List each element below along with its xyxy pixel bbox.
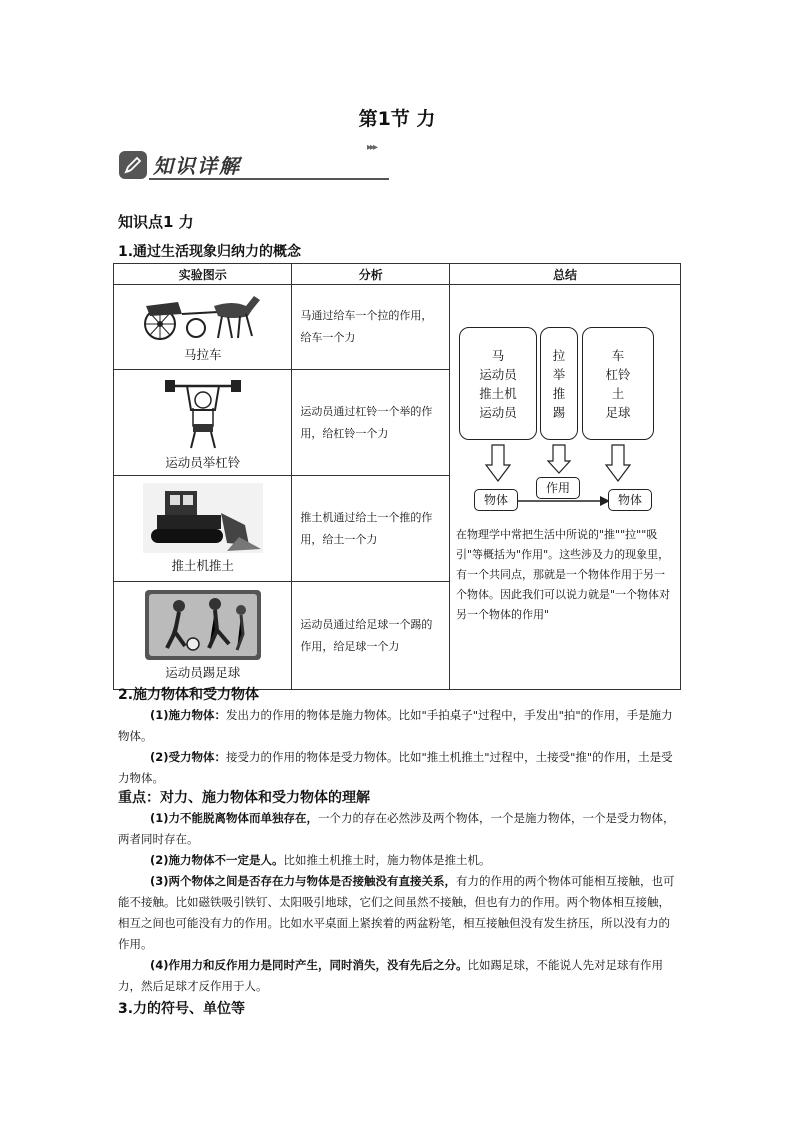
subject-box: [459, 327, 537, 440]
illustration-cell: [114, 582, 292, 690]
analysis-cell: 运动员通过杠铃一个举的作用，给杠铃一个力: [292, 370, 450, 476]
page-title: 第1节 力: [358, 108, 436, 130]
illustration-caption: 推土机推土: [171, 558, 234, 574]
diagram-label: 推: [552, 386, 566, 401]
term-label: (1)力不能脱离物体而单独存在，: [150, 811, 319, 825]
paragraph-text: 一个力的存在必然涉及两个物体，一个是施力物体，一个是受力物体，两者同时存在。: [118, 811, 675, 846]
action-box: [540, 327, 578, 440]
term-label: (1)施力物体：: [150, 708, 227, 722]
paragraph-text: 比如踢足球，不能说人先对足球有作用力，然后足球才反作用于人。: [118, 958, 664, 993]
analysis-cell: 运动员通过给足球一个踢的作用，给足球一个力: [292, 582, 450, 690]
receiver-object-box: 物体: [608, 489, 652, 511]
illustration-cell: [114, 370, 292, 476]
diagram-label: 车: [611, 348, 625, 363]
illustration-caption: 马拉车: [183, 346, 222, 362]
knowledge-point-title: 知识点1 力: [118, 213, 194, 231]
term-label: (2)受力物体：: [150, 750, 227, 764]
illustration-cell: [114, 476, 292, 582]
bulldozer-image: [143, 483, 263, 553]
agent-object-box: 物体: [474, 489, 518, 511]
key-point-title: 重点：对力、施力物体和受力物体的理解: [118, 790, 370, 806]
section1-title: 1.通过生活现象归纳力的概念: [118, 244, 302, 260]
paragraph-text: 有力的作用的两个物体可能相互接触，也可能不接触。比如磁铁吸引铁钉、太阳吸引地球，它们之间虽然不接触，但也有力的作用。两个物体相互接触，相互之间也可能没有力的作用。比如水平桌面上紧挨着的两盆粉笔，相互接触但没有发生挤压，所以没有力的作用。: [118, 874, 675, 951]
pencil-icon: [119, 151, 147, 179]
paragraph: [118, 808, 678, 850]
arrows-icon: ▸▸▸: [367, 142, 377, 153]
diagram-label: 土: [611, 386, 625, 401]
table-header: 分析: [292, 264, 450, 285]
table-header: 实验图示: [114, 264, 292, 285]
term-label: (4)作用力和反作用力是同时产生，同时消失，没有先后之分。: [150, 958, 468, 972]
diagram-label: 运动员: [479, 367, 517, 382]
paragraph: [118, 850, 678, 871]
paragraph-text: 比如推土机推土时，施力物体是推土机。: [283, 853, 491, 867]
analysis-cell: 马通过给车一个拉的作用，给车一个力: [292, 285, 450, 370]
section2-title: 2.施力物体和受力物体: [118, 687, 260, 703]
illustration-caption: 运动员踢足球: [165, 665, 241, 681]
paragraph: [118, 871, 678, 955]
banner-label: 知识详解: [153, 154, 241, 178]
diagram-label: 拉: [552, 348, 566, 363]
football-player-image: [145, 590, 261, 660]
diagram-label: 杠铃: [605, 367, 631, 382]
diagram-label: 马: [491, 348, 505, 363]
paragraph: [118, 705, 678, 747]
illustration-caption: 运动员举杠铃: [165, 455, 241, 471]
diagram-label: 运动员: [479, 405, 517, 420]
summary-cell: [450, 285, 681, 690]
diagram-label: 足球: [605, 405, 631, 420]
horse-cart-image: [138, 292, 268, 342]
diagram-label: 举: [552, 367, 566, 382]
illustration-cell: [114, 285, 292, 370]
diagram-label: 踢: [552, 405, 566, 420]
banner-underline: [149, 178, 389, 180]
term-label: (2)施力物体不一定是人。: [150, 853, 284, 867]
paragraph: [118, 747, 678, 789]
table-header-row: [114, 264, 681, 285]
concept-table: [113, 263, 681, 690]
weightlifter-image: [163, 374, 243, 450]
paragraph-text: 发出力的作用的物体是施力物体。比如"手拍桌子"过程中，手发出"拍"的作用，手是施力物体。: [118, 708, 673, 743]
section3-title: 3.力的符号、单位等: [118, 1001, 246, 1017]
object-box: [582, 327, 654, 440]
analysis-cell: 推土机通过给土一个推的作用，给土一个力: [292, 476, 450, 582]
section-banner: [119, 142, 377, 184]
table-row: [114, 285, 681, 370]
paragraph: [118, 955, 678, 997]
diagram-label: 推土机: [479, 386, 517, 401]
term-label: (3)两个物体之间是否存在力与物体是否接触没有直接关系，: [150, 874, 457, 888]
table-header: 总结: [450, 264, 681, 285]
paragraph-text: 接受力的作用的物体是受力物体。比如"推土机推土"过程中，土接受"推"的作用，土是受力物体。: [118, 750, 673, 785]
summary-text: 在物理学中常把生活中所说的"推""拉""吸引"等概括为"作用"。这些涉及力的现象里，有一个共同点，那就是一个物体作用于另一个物体。因此我们可以说力就是"一个物体对另一个物体的作用": [456, 528, 671, 621]
action-label-box: 作用: [536, 477, 580, 499]
